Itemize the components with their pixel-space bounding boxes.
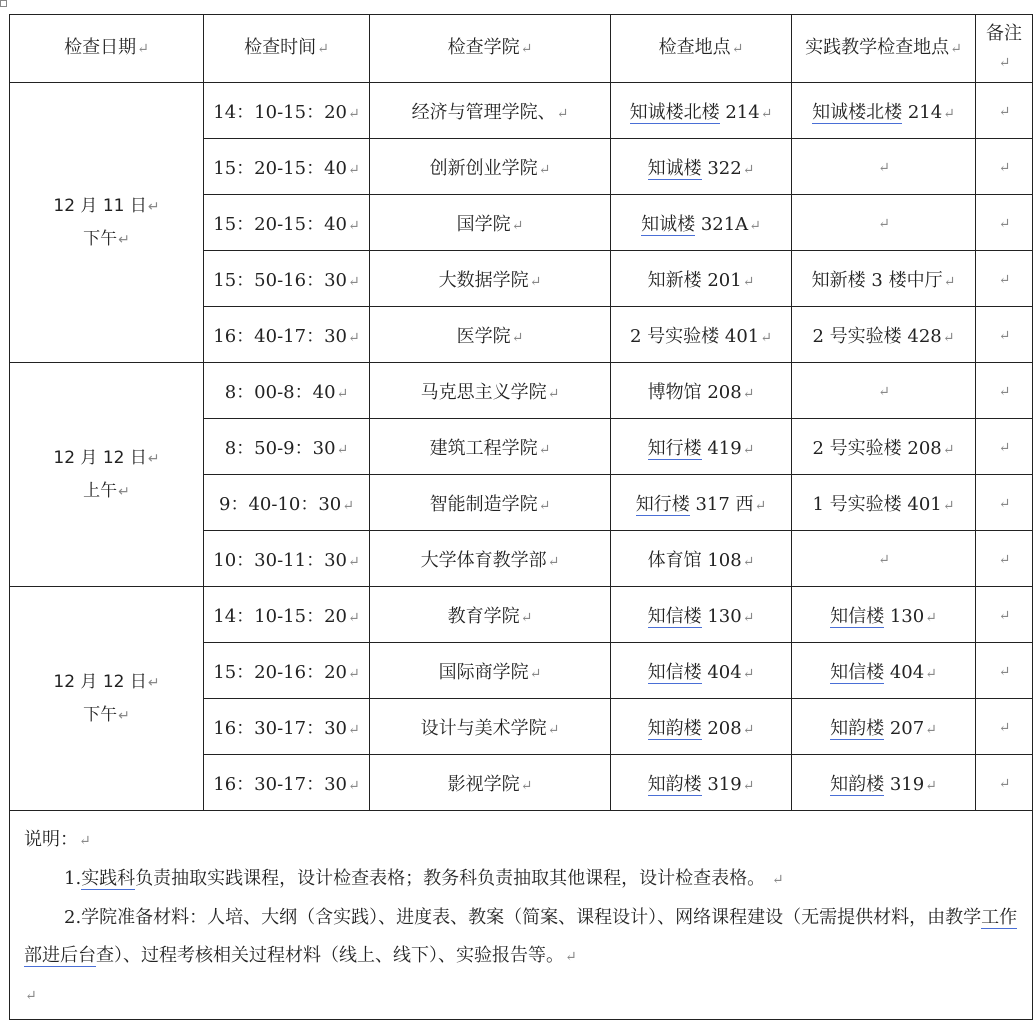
time-cell: 14：10-15：20↵ [204,83,370,139]
remarks-cell: ↵ [976,251,1033,307]
location-cell: 知韵楼 208↵ [611,699,792,755]
date-cell: 12 月 11 日↵ 下午↵ [10,83,204,363]
remarks-cell: ↵ [976,363,1033,419]
college-cell: 国际商学院↵ [370,643,611,699]
location-cell: 知诚楼 321A↵ [611,195,792,251]
time-cell: 16：30-17：30↵ [204,699,370,755]
notes-item-1: 1.实践科负责抽取实践课程，设计检查表格；教务科负责抽取其他课程，设计检查表格。 ↵ [64,868,784,889]
college-cell: 智能制造学院↵ [370,475,611,531]
college-cell: 设计与美术学院↵ [370,699,611,755]
college-cell: 医学院↵ [370,307,611,363]
time-cell: 10：30-11：30↵ [204,531,370,587]
location-cell: 知诚楼北楼 214↵ [611,83,792,139]
inspection-schedule-table [9,14,1033,1020]
header-time: 检查时间↵ [204,15,370,83]
college-cell: 创新创业学院↵ [370,139,611,195]
remarks-cell: ↵ [976,195,1033,251]
practice-location-cell: ↵ [792,531,976,587]
time-cell: 8：50-9：30↵ [204,419,370,475]
time-cell: 15：20-16：20↵ [204,643,370,699]
practice-location-cell: ↵ [792,139,976,195]
location-cell: 2 号实验楼 401↵ [611,307,792,363]
time-cell: 8：00-8：40↵ [204,363,370,419]
practice-location-cell: 1 号实验楼 401↵ [792,475,976,531]
remarks-cell: ↵ [976,643,1033,699]
header-row [10,15,1033,83]
header-date: 检查日期↵ [10,15,204,83]
header-practice-location: 实践教学检查地点↵ [792,15,976,83]
practice-location-cell: 知韵楼 319↵ [792,755,976,811]
time-cell: 9：40-10：30↵ [204,475,370,531]
notes-item-2: 2.学院准备材料：人培、大纲（含实践）、进度表、教案（简案、课程设计）、网络课程建设（无需提供材料，由教学工作部进后台查）、过程考核相关过程材料（线上、线下）、实验报告等。↵ [24,907,1018,966]
table-row [10,363,1033,419]
remarks-cell: ↵ [976,531,1033,587]
remarks-cell: ↵ [976,755,1033,811]
practice-location-cell: 2 号实验楼 428↵ [792,307,976,363]
location-cell: 知诚楼 322↵ [611,139,792,195]
location-cell: 知信楼 404↵ [611,643,792,699]
remarks-cell: ↵ [976,307,1033,363]
practice-location-cell: 2 号实验楼 208↵ [792,419,976,475]
remarks-cell: ↵ [976,699,1033,755]
practice-location-cell: 知信楼 404↵ [792,643,976,699]
time-cell: 16：30-17：30↵ [204,755,370,811]
practice-location-cell: 知韵楼 207↵ [792,699,976,755]
header-college: 检查学院↵ [370,15,611,83]
notes-row [10,811,1033,1020]
location-cell: 知新楼 201↵ [611,251,792,307]
location-cell: 知韵楼 319↵ [611,755,792,811]
location-cell: 体育馆 108↵ [611,531,792,587]
table-row [10,587,1033,643]
location-cell: 知行楼 317 西↵ [611,475,792,531]
notes-title: 说明：↵ [24,829,91,850]
practice-location-cell: 知诚楼北楼 214↵ [792,83,976,139]
remarks-cell: ↵ [976,419,1033,475]
table-row [10,83,1033,139]
time-cell: 15：50-16：30↵ [204,251,370,307]
location-cell: 知行楼 419↵ [611,419,792,475]
time-cell: 14：10-15：20↵ [204,587,370,643]
practice-location-cell: 知新楼 3 楼中厅↵ [792,251,976,307]
header-remarks: 备注↵ [976,15,1033,83]
time-cell: 16：40-17：30↵ [204,307,370,363]
header-location: 检查地点↵ [611,15,792,83]
college-cell: 建筑工程学院↵ [370,419,611,475]
remarks-cell: ↵ [976,475,1033,531]
time-cell: 15：20-15：40↵ [204,195,370,251]
college-cell: 大数据学院↵ [370,251,611,307]
time-cell: 15：20-15：40↵ [204,139,370,195]
remarks-cell: ↵ [976,139,1033,195]
practice-location-cell: ↵ [792,363,976,419]
college-cell: 影视学院↵ [370,755,611,811]
college-cell: 大学体育教学部↵ [370,531,611,587]
table-move-handle-icon[interactable] [0,0,7,7]
notes-cell [10,811,1033,1020]
practice-location-cell: 知信楼 130↵ [792,587,976,643]
college-cell: 马克思主义学院↵ [370,363,611,419]
college-cell: 国学院↵ [370,195,611,251]
location-cell: 博物馆 208↵ [611,363,792,419]
college-cell: 教育学院↵ [370,587,611,643]
remarks-cell: ↵ [976,587,1033,643]
remarks-cell: ↵ [976,83,1033,139]
date-cell: 12 月 12 日↵ 下午↵ [10,587,204,811]
practice-location-cell: ↵ [792,195,976,251]
college-cell: 经济与管理学院、↵ [370,83,611,139]
date-cell: 12 月 12 日↵ 上午↵ [10,363,204,587]
location-cell: 知信楼 130↵ [611,587,792,643]
notes-empty-paragraph: ↵ [25,988,37,1004]
